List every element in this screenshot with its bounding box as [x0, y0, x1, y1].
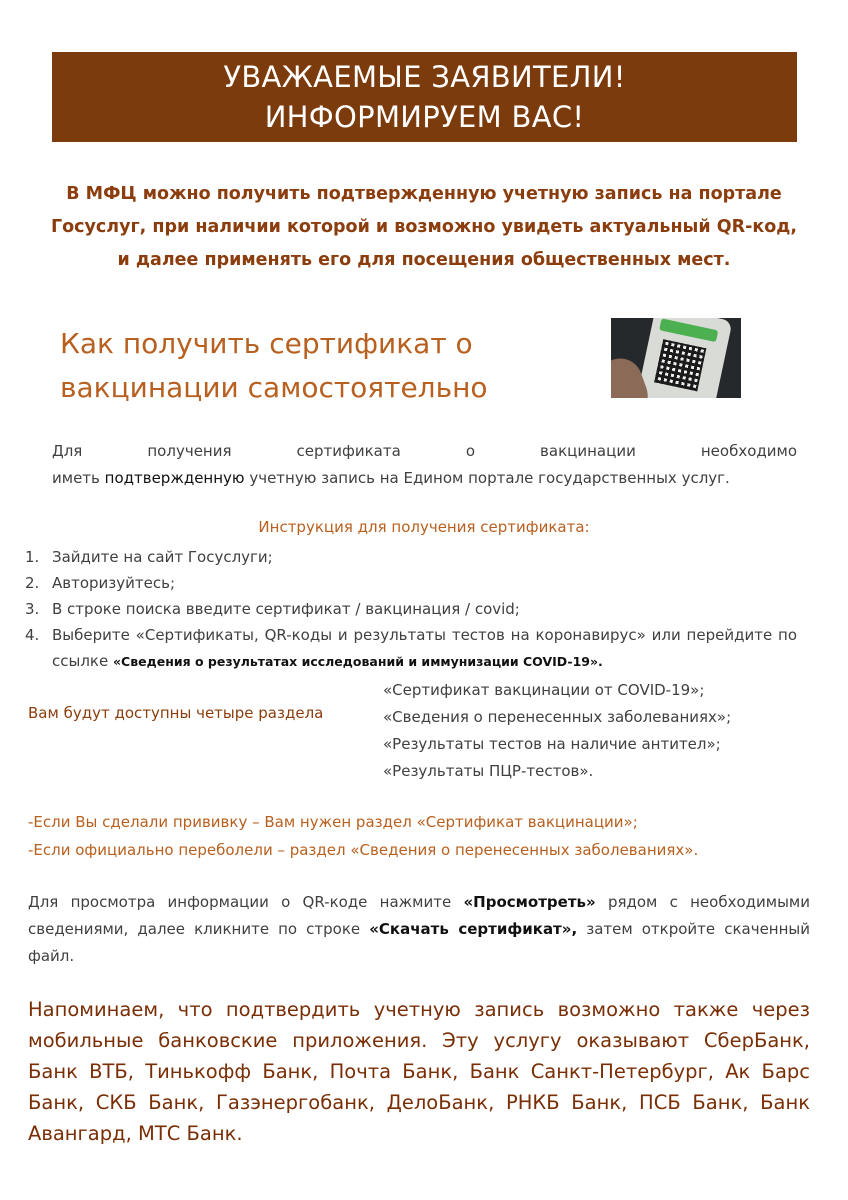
step-text: В строке поиска введите сертификат / вакцинация / covid;: [52, 600, 520, 618]
step-number: 4.: [25, 626, 40, 644]
list-item: -Если официально переболели – раздел «Сведения о перенесенных заболеваниях».: [28, 841, 699, 859]
paragraph-highlight: подтвержденную: [104, 469, 245, 487]
phone-qr-photo: [611, 318, 741, 398]
intro-line-2: Госуслуг, при наличии которой и возможно увидеть актуальный QR-код,: [50, 217, 798, 237]
howto-line-2: вакцинации самостоятельно: [60, 371, 488, 404]
banner-line-1: УВАЖАЕМЫЕ ЗАЯВИТЕЛИ!: [223, 60, 626, 94]
bank-reminder: Напоминаем, что подтвердить учетную запись возможно также через мобильные банковские приложения. Эту услугу оказывают СберБанк, Банк ВТБ, Тинькофф Банк, Почта Банк, Банк Санкт-Петербург, Ак Барс Банк, СКБ Банк, Газэнергобанк, ДелоБанк, РНКБ Банк, ПСБ Банк, Банк Авангард, МТС Банк.: [28, 998, 810, 1145]
step-number: 2.: [25, 574, 40, 592]
qr-info-paragraph: [28, 889, 810, 970]
header-banner: [52, 52, 797, 142]
step-text: Авторизуйтесь;: [52, 574, 175, 592]
list-item: «Сведения о перенесенных заболеваниях»;: [383, 708, 732, 726]
instructions-list: [22, 544, 797, 675]
phone-status-bar: [659, 318, 718, 342]
step-number: 1.: [25, 548, 40, 566]
intro-line-1: В МФЦ можно получить подтвержденную учетную запись на портале: [66, 184, 782, 204]
qr-info-text: рядом с необходимыми сведениями, далее кликните по строке: [28, 893, 810, 938]
qr-info-text: Для просмотра информации о QR-коде нажмите: [28, 893, 464, 911]
banner-line-2: ИНФОРМИРУЕМ ВАС!: [264, 100, 585, 134]
covid-info-link[interactable]: «Сведения о результатах исследований и иммунизации COVID-19».: [112, 654, 603, 669]
cases-list: [28, 808, 698, 864]
intro-line-3: и далее применять его для посещения общественных мест.: [117, 250, 731, 270]
sections-list: [383, 677, 731, 785]
phone-screen: [635, 318, 732, 398]
list-item: [22, 570, 797, 596]
list-item: «Результаты тестов на наличие антител»;: [383, 735, 721, 753]
paragraph-post: учетную запись на Едином портале государственных услуг.: [244, 469, 730, 487]
step-text: Выберите «Сертификаты, QR-коды и результаты тестов на коронавирус» или перейдите по ссылке: [52, 626, 797, 670]
paragraph-pre: иметь: [52, 469, 105, 487]
paragraph-line-1: Для получения сертификата о вакцинации необходимо: [52, 442, 797, 460]
step-text: Зайдите на сайт Госуслуги;: [52, 548, 273, 566]
list-item: -Если Вы сделали прививку – Вам нужен раздел «Сертификат вакцинации»;: [28, 813, 638, 831]
qr-info-text: затем откройте скаченный файл.: [28, 920, 811, 965]
list-item: [22, 544, 797, 570]
step-number: 3.: [25, 600, 40, 618]
list-item: «Результаты ПЦР-тестов».: [383, 762, 594, 780]
qr-code-icon: [654, 339, 706, 391]
howto-line-1: Как получить сертификат о: [60, 327, 473, 360]
sections-label: Вам будут доступны четыре раздела: [28, 704, 324, 722]
list-item: [22, 622, 797, 675]
download-certificate-label: «Скачать сертификат»,: [369, 920, 578, 938]
account-paragraph: [52, 438, 797, 492]
list-item: [22, 596, 797, 622]
list-item: «Сертификат вакцинации от COVID-19»;: [383, 681, 705, 699]
howto-heading: [60, 322, 580, 410]
view-button-label: «Просмотреть»: [463, 893, 596, 911]
intro-text: [40, 178, 808, 277]
instructions-title: Инструкция для получения сертификата:: [258, 518, 590, 536]
